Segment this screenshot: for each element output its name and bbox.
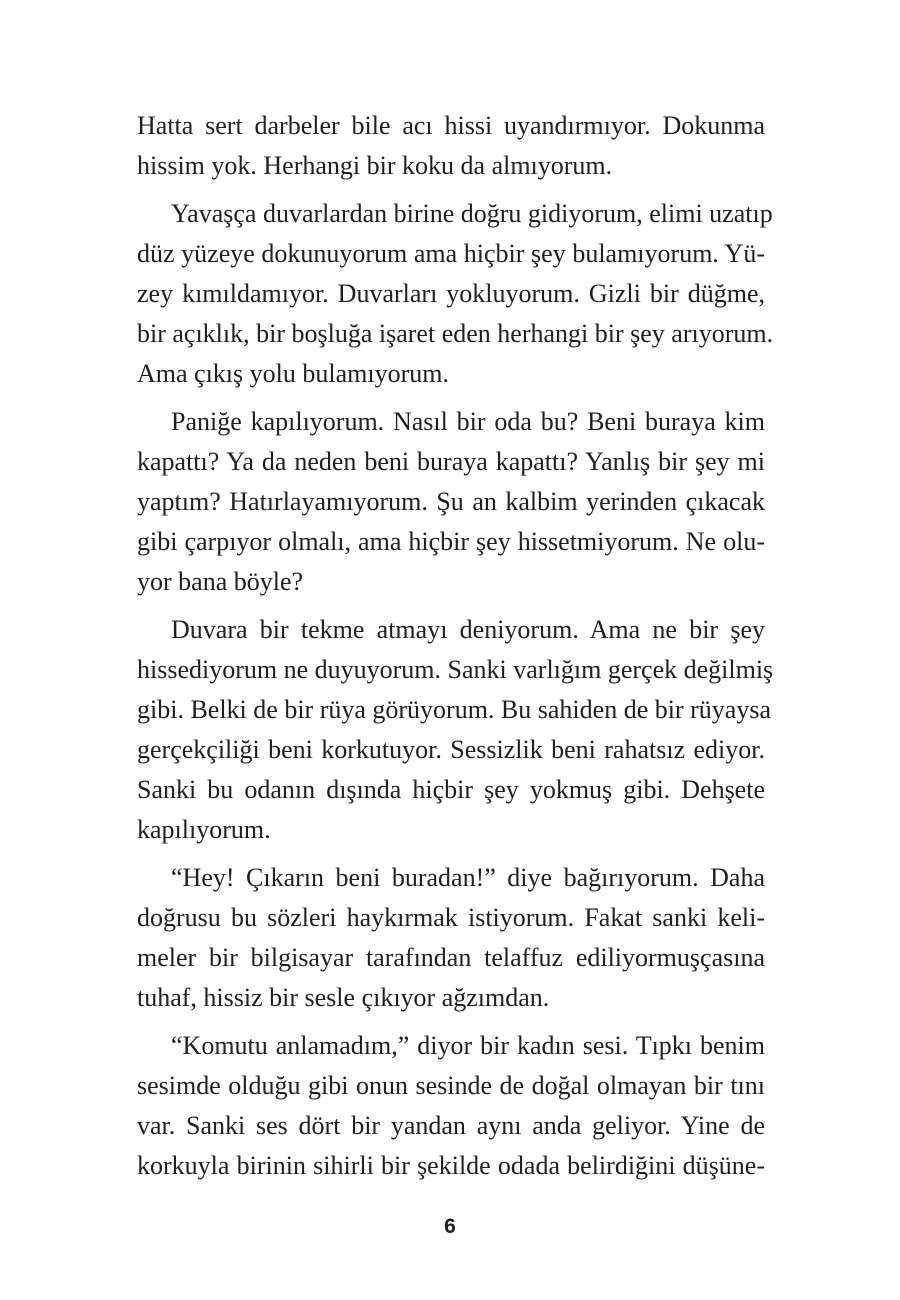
text-line: sesimde olduğu gibi onun sesinde de doğal olmayan bir tını xyxy=(137,1071,765,1100)
text-line: “Hey! Çıkarın beni buradan!” diye bağırıyorum. Daha xyxy=(171,863,765,892)
text-line: Sanki bu odanın dışında hiçbir şey yokmuş gibi. Dehşete xyxy=(137,775,765,804)
text-line: gerçekçiliği beni korkutuyor. Sessizlik beni rahatsız ediyor. xyxy=(137,735,765,764)
text-line: gibi. Belki de bir rüya görüyorum. Bu sahiden de bir rüyaysa xyxy=(137,695,771,724)
text-line: Ama çıkış yolu bulamıyorum. xyxy=(137,359,449,388)
text-line: hissim yok. Herhangi bir koku da almıyorum. xyxy=(137,151,613,180)
text-line: Yavaşça duvarlardan birine doğru gidiyorum, elimi uzatıp xyxy=(171,199,773,228)
paragraph xyxy=(137,194,774,394)
text-line: kapattı? Ya da neden beni buraya kapattı? Yanlış bir şey mi xyxy=(137,447,765,476)
text-line: düz yüzeye dokunuyorum ama hiçbir şey bulamıyorum. Yü- xyxy=(137,239,765,268)
paragraph xyxy=(137,106,765,186)
text-line: Hatta sert darbeler bile acı hissi uyandırmıyor. Dokunma xyxy=(137,111,765,140)
text-line: doğrusu bu sözleri haykırmak istiyorum. Fakat sanki keli- xyxy=(137,903,765,932)
text-line: yor bana böyle? xyxy=(137,567,304,596)
text-line: Paniğe kapılıyorum. Nasıl bir oda bu? Beni buraya kim xyxy=(171,407,765,436)
text-line: hissediyorum ne duyuyorum. Sanki varlığım gerçek değilmiş xyxy=(137,655,774,684)
paragraph xyxy=(137,402,765,602)
text-line: bir açıklık, bir boşluğa işaret eden herhangi bir şey arıyorum. xyxy=(137,319,774,348)
body-text xyxy=(137,106,774,1194)
paragraph xyxy=(137,858,765,1018)
text-line: yaptım? Hatırlayamıyorum. Şu an kalbim yerinden çıkacak xyxy=(137,487,765,516)
text-line: meler bir bilgisayar tarafından telaffuz ediliyormuşçasına xyxy=(137,943,765,972)
text-line: tuhaf, hissiz bir sesle çıkıyor ağzımdan. xyxy=(137,983,550,1012)
text-line: Duvara bir tekme atmayı deniyorum. Ama ne bir şey xyxy=(171,615,765,644)
paragraph xyxy=(137,610,774,850)
text-line: kapılıyorum. xyxy=(137,815,271,844)
text-line: korkuyla birinin sihirli bir şekilde odada belirdiğini düşüne- xyxy=(137,1151,765,1180)
text-line: “Komutu anlamadım,” diyor bir kadın sesi. Tıpkı benim xyxy=(171,1031,765,1060)
text-line: var. Sanki ses dört bir yandan aynı anda geliyor. Yine de xyxy=(137,1111,765,1140)
text-line: gibi çarpıyor olmalı, ama hiçbir şey hissetmiyorum. Ne olu- xyxy=(137,527,765,556)
text-line: zey kımıldamıyor. Duvarları yokluyorum. Gizli bir düğme, xyxy=(137,279,765,308)
paragraph xyxy=(137,1026,765,1186)
page-number: 6 xyxy=(444,1215,456,1238)
